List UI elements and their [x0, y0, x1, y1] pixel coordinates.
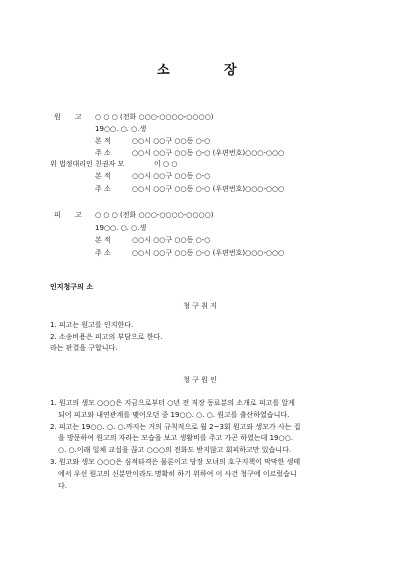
case-name: 인지청구의 소 [50, 283, 94, 291]
claim-item: 2. 소송비용은 피고의 부담으로 한다. [50, 332, 163, 341]
claims-list [50, 320, 162, 355]
defendant-domicile: ○○시 ○○구 ○○동 ○-○ [132, 236, 211, 244]
plaintiff-domicile: ○○시 ○○구 ○○동 ○-○ [132, 137, 211, 145]
title-char-1: 소 [157, 63, 170, 78]
cause-line: 다. [58, 481, 67, 490]
cause-line: ○. ○.이래 일체 교섭을 끊고 ○○○의 전화도 받지않고 회피하고만 있습니다. [58, 446, 292, 455]
claim-heading: 청 구 취 지 [183, 302, 217, 310]
guardian-domicile-label: 본 적 [95, 172, 111, 180]
plaintiff-label-a: 원 [54, 113, 61, 121]
plaintiff-label-b: 고 [75, 113, 82, 121]
plaintiff-birth: 19○○. ○. ○.생 [95, 125, 147, 133]
defendant-label-b: 고 [75, 211, 82, 219]
cause-line: 3. 원고와 생모 ○○○은 심적타격은 물론이고 당장 모녀의 호구지책이 막막한 생태 [50, 457, 301, 466]
guardian-address: ○○시 ○○구 ○○동 ○-○ (우편번호)○○○-○○○ [132, 185, 285, 193]
defendant-address: ○○시 ○○구 ○○동 ○-○ (우편번호)○○○-○○○ [132, 249, 285, 257]
defendant-birth: 19○○. ○. ○.생 [95, 224, 147, 232]
guardian-label: 위 법정대리인 친권자 모 [50, 160, 125, 168]
claim-item: 1. 피고는 원고를 인지한다. [50, 321, 134, 329]
defendant-address-label: 주 소 [95, 249, 111, 257]
defendant-domicile-label: 본 적 [95, 236, 111, 244]
title-char-2: 장 [224, 63, 237, 78]
plaintiff-domicile-label: 본 적 [95, 137, 111, 145]
cause-line: 1. 원고의 생모 ○○○은 지금으로부터 ○년 전 직장 동료분의 소개로 피고를 알게 [50, 399, 295, 407]
plaintiff-address-label: 주 소 [95, 149, 111, 157]
cause-line: 되어 피고와 내연관계를 맺어오던 중 19○○. ○. ○. 원고를 출산하였습니다. [58, 410, 290, 419]
guardian-address-label: 주 소 [95, 185, 111, 193]
guardian-domicile: ○○시 ○○구 ○○동 ○-○ [132, 172, 211, 180]
cause-line: 을 방문하여 원고의 자라는 모습을 보고 생활비를 주고 가곤 하였는데 19○○. [58, 434, 293, 443]
guardian-name: 이 ○ ○ [154, 160, 178, 168]
cause-line: 2. 피고는 19○○. ○. ○.까지는 거의 규칙적으로 월 2~3회 원고와 생모가 사는 집 [50, 422, 301, 431]
defendant-name: ○ ○ ○ (전화 ○○○-○○○○-○○○○) [95, 211, 214, 219]
claim-item: 라는 판결을 구합니다. [50, 344, 118, 352]
plaintiff-address: ○○시 ○○구 ○○동 ○-○ (우편번호)○○○-○○○ [132, 149, 285, 157]
cause-heading: 청 구 원 인 [183, 376, 217, 384]
defendant-label-a: 피 [54, 211, 61, 219]
cause-line: 에서 우선 원고의 신분만이라도 명확히 하기 위하여 이 사건 청구에 이르렀습니 [58, 469, 297, 478]
causes-list [50, 398, 300, 492]
plaintiff-name: ○ ○ ○ (전화 ○○○-○○○○-○○○○) [95, 113, 214, 121]
